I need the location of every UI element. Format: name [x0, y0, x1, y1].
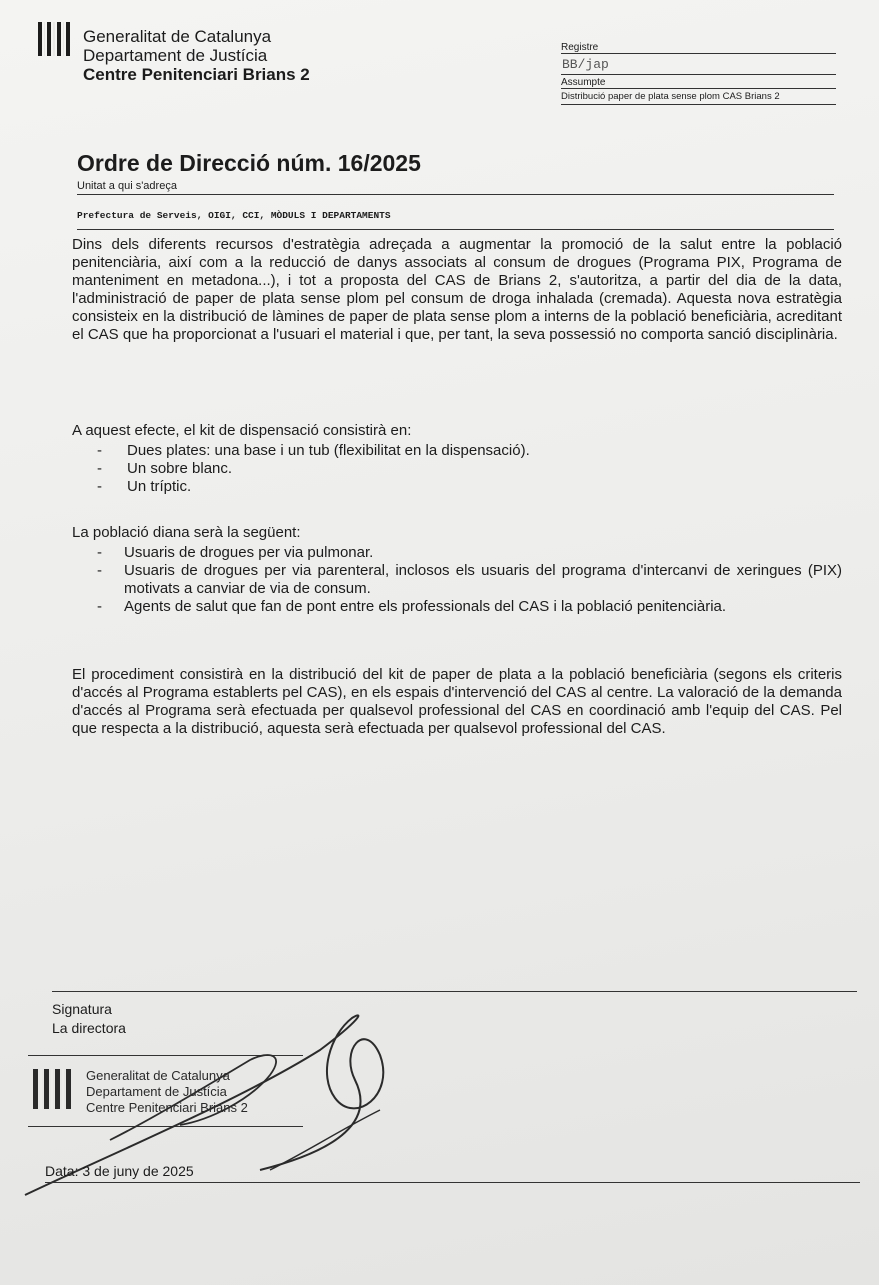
assumpte-label: Assumpte	[561, 77, 606, 88]
unit-value: Prefectura de Serveis, OIGI, CCI, MÒDULS I DEPARTAMENTS	[77, 210, 834, 230]
list-item: - Un sobre blanc.	[72, 460, 842, 478]
center-name: Centre Penitenciari Brians 2	[83, 65, 310, 84]
target-intro: La població diana serà la següent:	[72, 524, 301, 541]
registre-label: Registre	[561, 42, 599, 53]
registry-box	[561, 40, 836, 105]
signatory-role: La directora	[52, 1020, 126, 1036]
org-name: Generalitat de Catalunya	[83, 27, 272, 46]
unit-label: Unitat a qui s'adreça	[77, 180, 834, 195]
list-item: - Usuaris de drogues per via parenteral, inclosos els usuaris del programa d'intercanvi de xeringues (PIX) motivats a canviar de via de consum.	[72, 562, 842, 598]
signature-date: Data: 3 de juny de 2025	[45, 1163, 860, 1183]
official-stamp	[28, 1055, 303, 1127]
stamp-center: Centre Penitenciari Brians 2	[86, 1100, 248, 1115]
document-title: Ordre de Direcció núm. 16/2025	[77, 150, 421, 176]
list-item: - Un tríptic.	[72, 478, 842, 496]
target-section	[72, 524, 842, 616]
organization-header	[83, 27, 310, 84]
list-item: - Dues plates: una base i un tub (flexibilitat en la dispensació).	[72, 442, 842, 460]
stamp-org: Generalitat de Catalunya	[86, 1068, 230, 1083]
procedure-paragraph: El procediment consistirà en la distribució del kit de paper de plata a la població beneficiària (segons els criteris d'accés al Programa establerts pel CAS), en els espais d'intervenció del CAS al centre. La valoració de la demanda d'accés al Programa serà efectuada per qualsevol professional del CAS en coordinació amb l'equip del CAS. Pel que respecta a la distribució, aquesta serà efectuada per qualsevol professional del CAS.	[72, 666, 842, 737]
department-name: Departament de Justícia	[83, 46, 268, 65]
assumpte-value: Distribució paper de plata sense plom CAS Brians 2	[561, 91, 780, 102]
stamp-department: Departament de Justícia	[86, 1084, 227, 1099]
list-item: - Usuaris de drogues per via pulmonar.	[72, 544, 842, 562]
signature-label: Signatura	[52, 1001, 112, 1017]
signature-divider	[52, 991, 857, 992]
intro-paragraph: Dins dels diferents recursos d'estratègia adreçada a augmentar la promoció de la salut entre la població penitenciària, així com a la reducció de danys associats al consum de drogues (Programa PIX, Programa de manteniment en metadona...), i tot a proposta del CAS de Brians 2, s'autoritza, a partir del dia de la data, l'administració de paper de plata sense plom pel consum de droga inhalada (cremada). Aquesta nova estratègia consisteix en la distribució de làmines de paper de plata sense plom a interns de la població beneficiària, acreditant el CAS que ha proporcionat a l'usuari el material i que, per tant, la seva possessió no comporta sanció disciplinària.	[72, 236, 842, 343]
generalitat-logo-icon	[38, 22, 70, 56]
stamp-logo-icon	[33, 1069, 71, 1109]
kit-section	[72, 422, 842, 496]
kit-intro: A aquest efecte, el kit de dispensació consistirà en:	[72, 422, 412, 439]
list-item: - Agents de salut que fan de pont entre els professionals del CAS i la població penitenciària.	[72, 598, 842, 616]
registre-value: BB/jap	[562, 57, 609, 72]
signature-block	[52, 1000, 126, 1038]
